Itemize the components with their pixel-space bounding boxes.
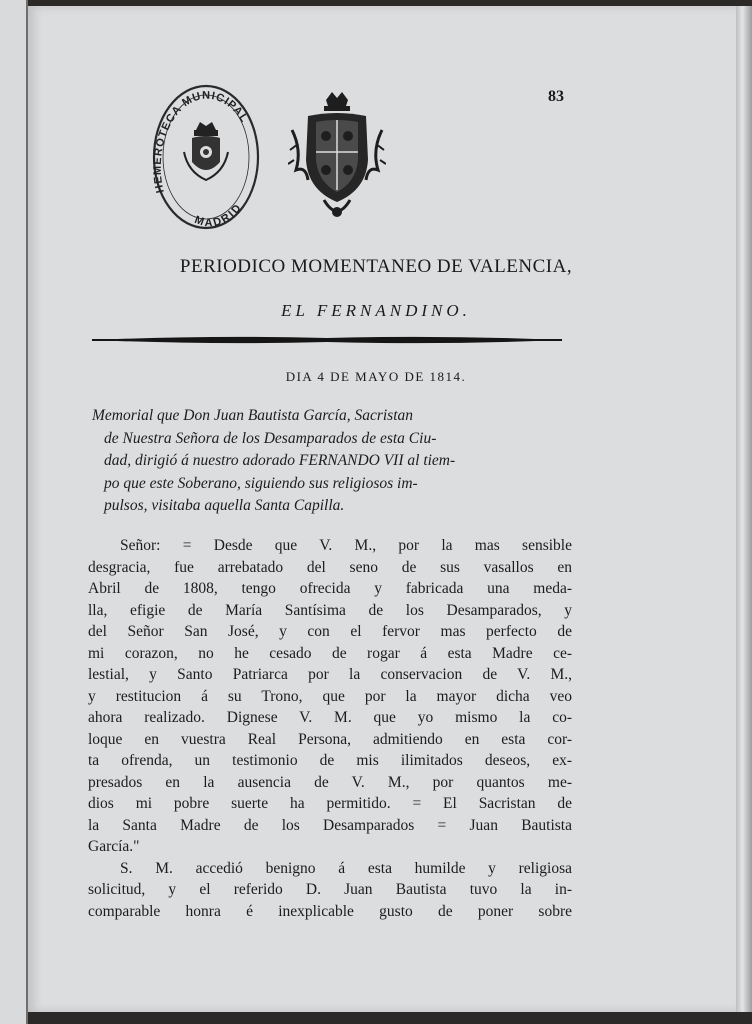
periodical-title: PERIODICO MOMENTANEO DE VALENCIA, [179, 256, 573, 277]
ornamental-rule [92, 333, 562, 347]
stamp-text-top: HEMEROTECA MUNICIPAL [151, 89, 251, 195]
body-line: lla, efigie de María Santísima de los Desamparados, y [88, 601, 572, 619]
memorial-line: po que este Soberano, siguiendo sus religiosos im- [104, 474, 418, 492]
stamp-text-bottom: MADRID [192, 200, 245, 230]
body-line: desgracia, fue arrebatado del seno de sus vasallos en [88, 558, 572, 576]
memorial-line: dad, dirigió á nuestro adorado FERNANDO VII al tiem- [104, 452, 456, 469]
body-line: S. M. accedió benigno á esta humilde y religiosa [120, 859, 572, 877]
page-number: 83 [548, 88, 564, 105]
memorial-line: pulsos, visitaba aquella Santa Capilla. [104, 497, 345, 514]
body-line: del Señor San José, y con el fervor mas perfecto de [88, 623, 572, 640]
body-line: Abril de 1808, tengo ofrecida y fabricada una meda- [88, 580, 572, 597]
body-line: lestial, y Santo Patriarca por la conservacion de V. M., [88, 666, 572, 683]
page-stack-edge [736, 6, 752, 1012]
issue-date: DIA 4 DE MAYO DE 1814. [285, 369, 467, 384]
memorial-line: Memorial que Don Juan Bautista García, Sacristan [92, 407, 414, 424]
royal-crest-icon [288, 90, 386, 222]
stamp-crest-icon [184, 122, 228, 180]
library-stamp [150, 82, 262, 232]
body-line: García." [88, 838, 140, 855]
periodical-subtitle: EL FERNANDINO. [281, 301, 471, 320]
body-line: mi corazon, no he cesado de rogar á esta Madre ce- [88, 644, 572, 662]
body-line: ahora realizado. Dignese V. M. que yo mismo la co- [88, 709, 572, 726]
letter-body [88, 535, 572, 922]
body-line: Señor: = Desde que V. M., por la mas sensible [120, 537, 572, 554]
body-line: la Santa Madre de los Desamparados = Juan Bautista [88, 816, 572, 834]
facing-page-edge [0, 0, 28, 1024]
body-line: y restitucion á su Trono, que por la mayor dicha veo [88, 687, 572, 705]
body-line: dios mi pobre suerte ha permitido. = El Sacristan de [88, 795, 572, 812]
memorial-heading [92, 405, 574, 518]
body-line: ta ofrenda, un testimonio de mis ilimitados deseos, ex- [88, 752, 572, 769]
body-line: loque en vuestra Real Persona, admitiendo en esta cor- [88, 730, 572, 748]
body-line: solicitud, y el referido D. Juan Bautista tuvo la in- [88, 881, 572, 898]
body-line: presados en la ausencia de V. M., por quantos me- [88, 773, 572, 791]
memorial-line: de Nuestra Señora de los Desamparados de esta Ciu- [104, 429, 437, 447]
body-line: comparable honra é inexplicable gusto de poner sobre [88, 902, 572, 920]
